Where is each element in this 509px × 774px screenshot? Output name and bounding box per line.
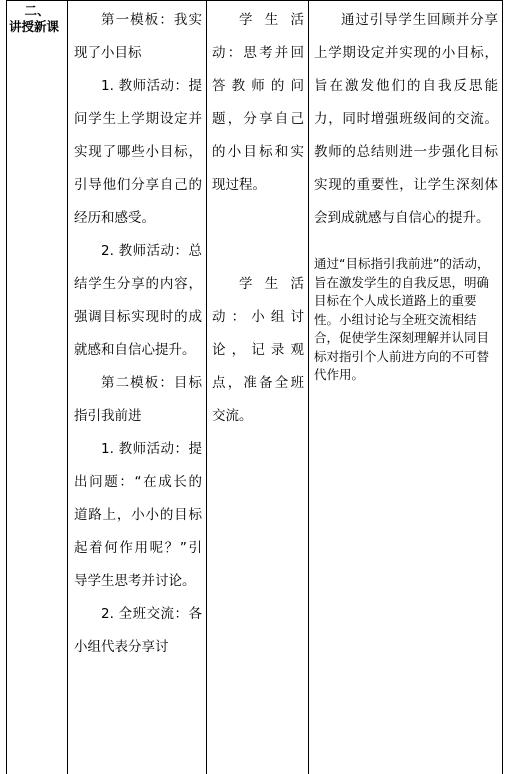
section-title: 讲授新课 [9,19,60,34]
teacher-activity-cell [74,4,202,664]
teacher-paragraph: 第一模板：我实现了小目标 [74,12,202,61]
table-border-right [502,0,503,774]
table-border-top [6,0,503,1]
column-divider-3 [308,0,309,774]
table-border-left [6,0,7,774]
student-paragraph: 学生活动：小组讨论，记录观点，准备全班交流。 [212,276,304,424]
design-intent-cell [314,4,498,385]
student-activity-cell [212,4,304,433]
section-label-cell [9,3,65,35]
intent-paragraph: 通过“目标指引我前进”的活动，旨在激发学生的自我反思，明确目标在个人成长道路上的重要性。小组讨论与全班交流相结合，促使学生深刻理解并认同目标对指引个人前进方向的不可替代作用。 [314,256,490,382]
column-divider-1 [67,0,68,774]
column-divider-2 [206,0,207,774]
teacher-paragraph: 第二模板：目标指引我前进 [74,375,202,424]
intent-paragraph: 通过引导学生回顾并分享上学期设定并实现的小目标，旨在激发他们的自我反思能力，同时增强班级间的交流。教师的总结则进一步强化目标实现的重要性，让学生深刻体会到成就感与自信心的提升。 [314,12,498,226]
lesson-plan-table [6,0,503,774]
student-paragraph: 学生活动：思考并回答教师的问题，分享自己的小目标和实现过程。 [212,12,304,193]
section-number: 二、 [24,3,50,18]
teacher-paragraph: 2. 全班交流：各小组代表分享讨 [74,606,202,655]
teacher-paragraph: 1. 教师活动：提问学生上学期设定并实现了哪些小目标，引导他们分享自己的经历和感受。 [74,78,202,226]
teacher-paragraph: 1. 教师活动：提出问题：“在成长的道路上，小小的目标起着何作用呢？”引导学生思考并讨论。 [74,441,202,589]
teacher-paragraph: 2. 教师活动：总结学生分享的内容，强调目标实现时的成就感和自信心提升。 [74,243,202,358]
